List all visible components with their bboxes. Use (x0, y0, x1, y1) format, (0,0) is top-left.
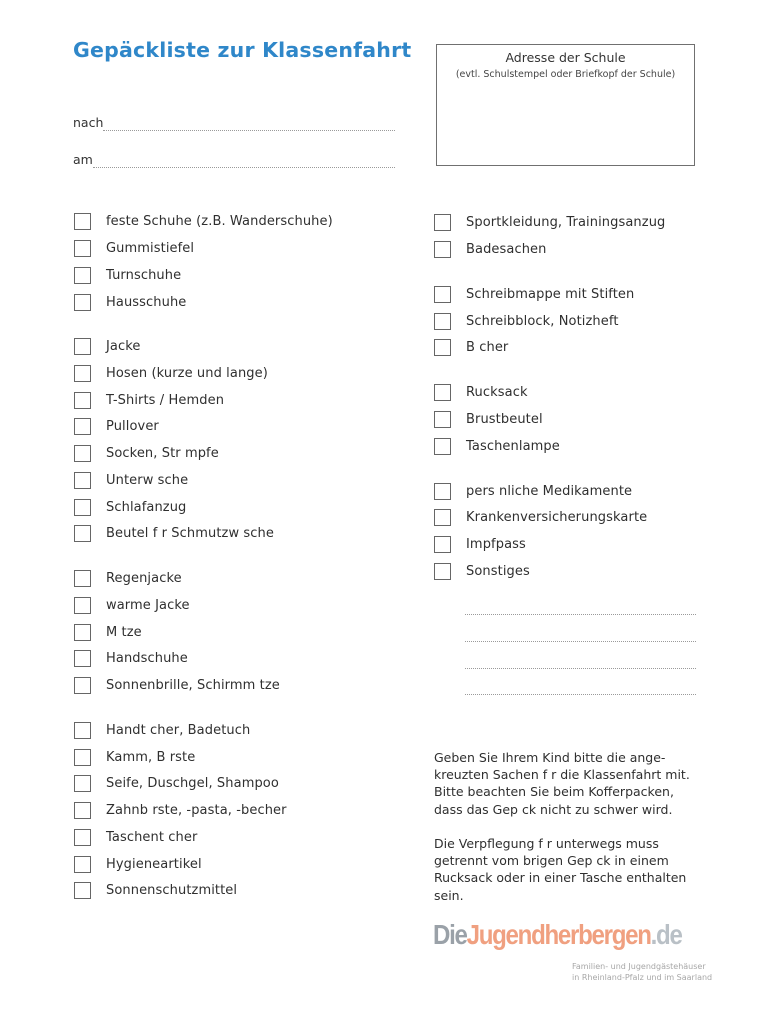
write-in-line[interactable] (465, 694, 696, 695)
date-line (93, 167, 395, 168)
item-label: Unterw sche (106, 472, 189, 488)
catering-paragraph: Die Verpflegung f r unterwegs muss getrennt vom brigen Gep ck in einem Rucksack oder in einer Tasche enthalten sein. (434, 836, 687, 903)
checkbox[interactable] (434, 339, 451, 356)
checklist-item[interactable] (434, 481, 632, 501)
destination-label: nach (73, 115, 104, 130)
item-label: M tze (106, 624, 142, 640)
checkbox[interactable] (74, 882, 91, 899)
checkbox[interactable] (74, 499, 91, 516)
address-box-note: (evtl. Schulstempel oder Briefkopf der Schule) (455, 69, 676, 80)
instruction-paragraph: Geben Sie Ihrem Kind bitte die ange- kreuzten Sachen f r die Klassenfahrt mit. Bitte beachten Sie beim Kofferpacken, dass das Gep ck nicht zu schwer wird. (434, 750, 690, 817)
item-label: Taschent cher (106, 829, 198, 845)
checklist-item[interactable] (434, 436, 560, 456)
checklist-item[interactable] (434, 561, 530, 581)
checklist-item[interactable] (74, 675, 280, 695)
checklist-item[interactable] (434, 534, 526, 554)
item-label: Brustbeutel (466, 411, 543, 427)
checklist-item[interactable] (74, 720, 250, 740)
write-in-line[interactable] (465, 614, 696, 615)
checklist-item[interactable] (74, 595, 190, 615)
item-label: Sonnenschutzmittel (106, 882, 238, 898)
checklist-item[interactable] (74, 773, 279, 793)
item-label: Hosen (kurze und lange) (106, 365, 268, 381)
checkbox[interactable] (434, 536, 451, 553)
checklist-item[interactable] (74, 211, 333, 231)
item-label: Zahnb rste, -pasta, -becher (106, 802, 287, 818)
checkbox[interactable] (74, 267, 91, 284)
item-label: Regenjacke (106, 570, 182, 586)
checklist-item[interactable] (74, 800, 287, 820)
checklist-item[interactable] (434, 284, 634, 304)
checkbox[interactable] (74, 749, 91, 766)
checklist-item[interactable] (74, 747, 195, 767)
item-label: Socken, Str mpfe (106, 445, 219, 461)
item-label: Beutel f r Schmutzw sche (106, 525, 274, 541)
item-label: Badesachen (466, 241, 547, 257)
item-label: Handt cher, Badetuch (106, 722, 251, 738)
item-label: Schlafanzug (106, 499, 187, 515)
checkbox[interactable] (434, 214, 451, 231)
item-label: Hausschuhe (106, 294, 187, 310)
logo-part-die: Die (433, 919, 467, 950)
item-label: Sonnenbrille, Schirmm tze (106, 677, 280, 693)
checklist-item[interactable] (74, 238, 194, 258)
checklist-item[interactable] (74, 265, 181, 285)
item-label: Jacke (106, 338, 141, 354)
destination-field[interactable] (73, 115, 395, 135)
item-label: Krankenversicherungskarte (466, 509, 648, 525)
checkbox[interactable] (434, 313, 451, 330)
logo-part-de: .de (650, 919, 682, 950)
checkbox[interactable] (434, 438, 451, 455)
destination-line (103, 130, 395, 131)
checklist-item[interactable] (74, 827, 197, 847)
item-label: Taschenlampe (466, 438, 560, 454)
checklist-item[interactable] (74, 470, 188, 490)
checklist-item[interactable] (74, 523, 274, 543)
checkbox[interactable] (74, 445, 91, 462)
checkbox[interactable] (74, 525, 91, 542)
checkbox[interactable] (74, 856, 91, 873)
item-label: Sportkleidung, Trainingsanzug (466, 214, 666, 230)
checkbox[interactable] (434, 241, 451, 258)
item-label: Sonstiges (466, 563, 530, 579)
item-label: Turnschuhe (106, 267, 182, 283)
logo-tagline: Familien- und Jugendgästehäuser in Rheinland-Pfalz und im Saarland (572, 962, 713, 982)
checklist-item[interactable] (74, 497, 186, 517)
checklist-item[interactable] (434, 212, 665, 232)
checkbox[interactable] (74, 624, 91, 641)
checkbox[interactable] (434, 286, 451, 303)
checkbox[interactable] (74, 294, 91, 311)
item-label: Kamm, B rste (106, 749, 196, 765)
checkbox[interactable] (74, 722, 91, 739)
checkbox[interactable] (434, 411, 451, 428)
checkbox[interactable] (74, 472, 91, 489)
checklist-item[interactable] (74, 363, 268, 383)
item-label: pers nliche Medikamente (466, 483, 633, 499)
item-label: Impfpass (466, 536, 526, 552)
checkbox[interactable] (74, 829, 91, 846)
jugendherbergen-logo (433, 919, 682, 951)
checklist-item[interactable] (434, 409, 543, 429)
checkbox[interactable] (74, 338, 91, 355)
checklist-item[interactable] (434, 239, 547, 259)
checkbox[interactable] (434, 384, 451, 401)
item-label: Handschuhe (106, 650, 188, 666)
checkbox[interactable] (74, 650, 91, 667)
item-label: T-Shirts / Hemden (106, 392, 225, 408)
checklist-item[interactable] (74, 443, 219, 463)
checkbox[interactable] (74, 775, 91, 792)
school-address-box (436, 44, 695, 166)
logo-part-jugendherbergen: Jugendherbergen (466, 919, 651, 950)
checkbox[interactable] (434, 483, 451, 500)
date-label: am (73, 152, 93, 167)
checkbox[interactable] (434, 563, 451, 580)
checklist-item[interactable] (74, 854, 202, 874)
checkbox[interactable] (74, 677, 91, 694)
write-in-line[interactable] (465, 668, 696, 669)
item-label: Seife, Duschgel, Shampoo (106, 775, 279, 791)
date-field[interactable] (73, 152, 395, 172)
checkbox[interactable] (74, 570, 91, 587)
item-label: Hygieneartikel (106, 856, 202, 872)
write-in-line[interactable] (465, 641, 696, 642)
item-label: Rucksack (466, 384, 528, 400)
item-label: B cher (466, 339, 509, 355)
checkbox[interactable] (74, 418, 91, 435)
checklist-item[interactable] (74, 416, 159, 436)
checkbox[interactable] (74, 213, 91, 230)
checkbox[interactable] (74, 802, 91, 819)
checklist-item[interactable] (434, 507, 647, 527)
item-label: Gummistiefel (106, 240, 195, 256)
checklist-item[interactable] (434, 337, 508, 357)
checkbox[interactable] (434, 509, 451, 526)
checkbox[interactable] (74, 365, 91, 382)
checkbox[interactable] (74, 597, 91, 614)
checklist-item[interactable] (74, 568, 182, 588)
item-label: Schreibblock, Notizheft (466, 313, 619, 329)
checkbox[interactable] (74, 392, 91, 409)
item-label: Schreibmappe mit Stiften (466, 286, 635, 302)
checklist-item[interactable] (74, 622, 142, 642)
page-title: Gepäckliste zur Klassenfahrt (73, 38, 412, 62)
address-box-heading: Adresse der Schule (505, 50, 626, 65)
item-label: feste Schuhe (z.B. Wanderschuhe) (106, 213, 333, 229)
checklist-item[interactable] (434, 311, 619, 331)
item-label: Pullover (106, 418, 159, 434)
item-label: warme Jacke (106, 597, 190, 613)
checklist-item[interactable] (74, 648, 188, 668)
checklist-item[interactable] (434, 382, 528, 402)
checklist-item[interactable] (74, 336, 141, 356)
checklist-item[interactable] (74, 880, 237, 900)
checkbox[interactable] (74, 240, 91, 257)
checklist-item[interactable] (74, 390, 224, 410)
checklist-item[interactable] (74, 292, 186, 312)
